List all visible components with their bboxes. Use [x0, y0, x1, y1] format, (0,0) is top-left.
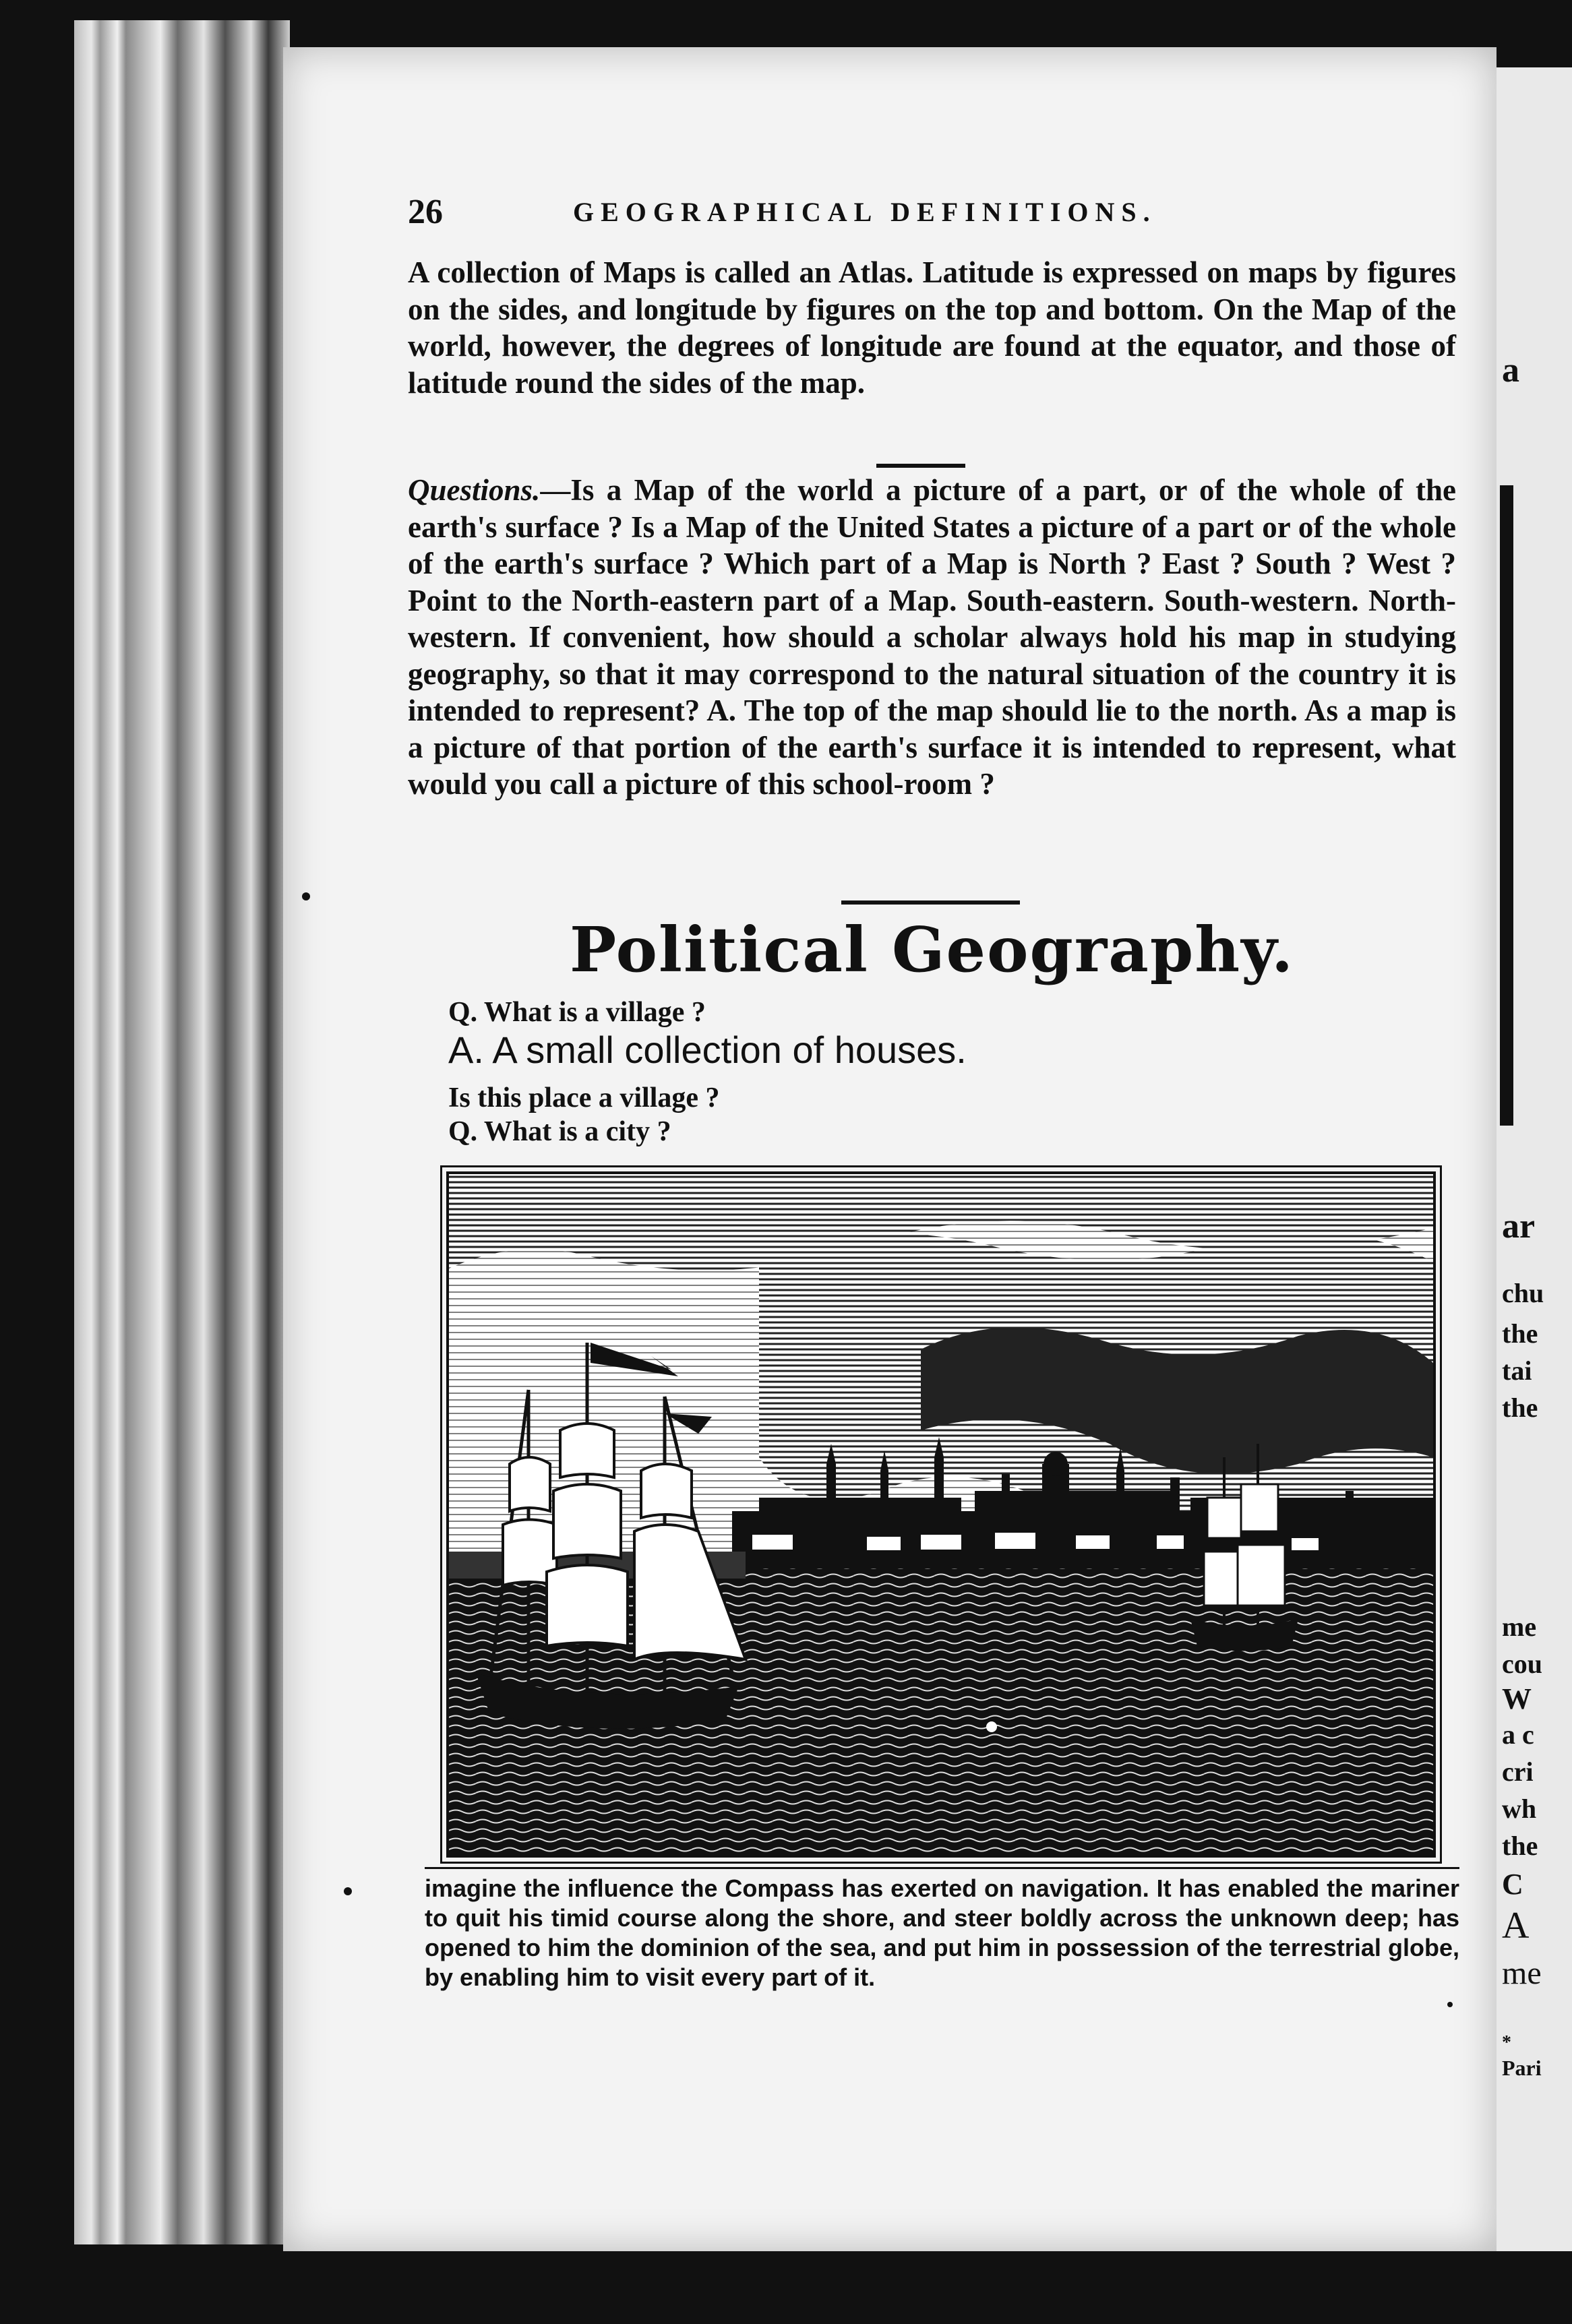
page-speck: [344, 1887, 352, 1895]
adjacent-page: [1497, 67, 1572, 2251]
adjacent-fragment: W: [1502, 1682, 1532, 1715]
questions-text: —Is a Map of the world a picture of a part, or of the whole of the earth's surface ? Is a Map of the United States a picture of a part or of the whole of the earth's surface ? Which part of a Map is North ? East ? South ? West ? Point to the North-eastern part of a Map. South-eastern. South-western. North-western. If convenient, how should a scholar always hold his map in studying geography, so that it may correspond to the natural situation of the country it is intended to represent? A. The top of the map should lie to the north. As a map is a picture of that portion of the earth's surface it is intended to represent, what would you call a picture of this school-room ?: [408, 473, 1456, 801]
divider-rule: [841, 900, 1020, 905]
adjacent-page-border: [1500, 485, 1513, 1126]
questions-paragraph: [408, 472, 1456, 803]
adjacent-fragment: *: [1502, 2032, 1511, 2053]
footnote-compass: imagine the influence the Compass has exerted on navigation. It has enabled the mariner to quit his timid course along the shore, and steer boldly across the unknown deep; has opened to him the dominion of the sea, and put him in possession of the terrestrial globe, by enabling him to visit every part of it.: [425, 1874, 1459, 1991]
question-this-place: Is this place a village ?: [448, 1082, 720, 1113]
adjacent-fragment: the: [1502, 1393, 1538, 1423]
adjacent-fragment: the: [1502, 1318, 1538, 1349]
footnote-rule: [425, 1867, 1459, 1869]
city-harbor-engraving: [446, 1171, 1436, 1858]
adjacent-fragment: cou: [1502, 1649, 1542, 1679]
adjacent-fragment: a: [1502, 351, 1519, 390]
question-village: Q. What is a village ?: [448, 997, 706, 1028]
running-head: GEOGRAPHICAL DEFINITIONS.: [573, 197, 1157, 227]
adjacent-fragment: chu: [1502, 1278, 1544, 1308]
page-number: 26: [408, 193, 443, 231]
book-page-edges: [74, 20, 290, 2244]
paragraph-atlas: A collection of Maps is called an Atlas. Latitude is expressed on maps by figures on the sides, and longitude by figures on the top and bottom. On the Map of the world, however, the degrees of longitude are found at the equator, and those of latitude round the sides of the map.: [408, 255, 1456, 400]
page-speck: [302, 892, 310, 900]
page-speck: [1447, 2002, 1453, 2007]
adjacent-fragment: tai: [1502, 1355, 1532, 1386]
adjacent-fragment: Pari: [1502, 2056, 1542, 2080]
adjacent-fragment: cri: [1502, 1756, 1534, 1787]
adjacent-fragment: A: [1502, 1905, 1530, 1947]
section-title: Political Geography.: [569, 913, 1295, 986]
adjacent-fragment: wh: [1502, 1794, 1537, 1824]
divider-rule: [876, 464, 965, 468]
page-header: [408, 192, 1459, 233]
answer-village: A. A small collection of houses.: [448, 1029, 967, 1071]
adjacent-fragment: me: [1502, 1612, 1537, 1642]
questions-label: Questions.: [408, 473, 541, 507]
adjacent-fragment: the: [1502, 1831, 1538, 1861]
adjacent-fragment: a c: [1502, 1719, 1534, 1750]
adjacent-fragment: me: [1502, 1955, 1542, 1991]
question-city: Q. What is a city ?: [448, 1116, 671, 1147]
adjacent-fragment: C: [1502, 1868, 1523, 1901]
adjacent-fragment: ar: [1502, 1207, 1536, 1246]
